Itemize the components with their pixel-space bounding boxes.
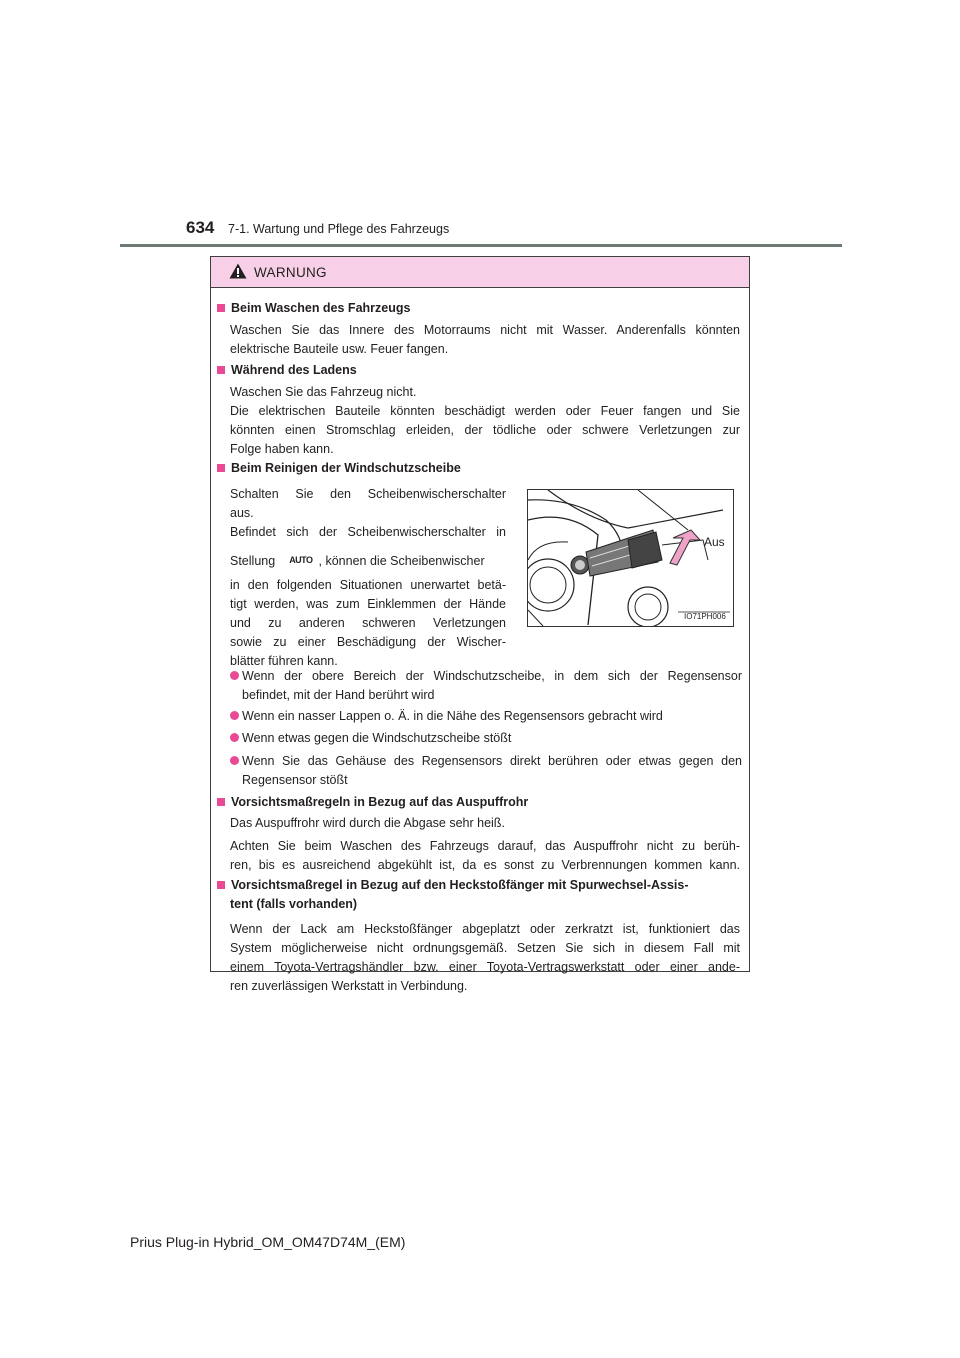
bullet-item: Wenn etwas gegen die Windschutzscheibe stößt xyxy=(230,729,742,748)
section-heading: Beim Reinigen der Windschutzscheibe xyxy=(217,461,461,475)
bullet-dot-icon xyxy=(230,733,239,742)
section-body: Wenn der Lack am Heckstoßfänger abgeplatzt oder zerkratzt ist, funktioniert das System möglicherweise nicht ordnungsgemäß. Setzen Sie sich in diesem Fall mit einem Toyota-Vertragshändler bzw. einer Toyota-Vertragswerkstatt oder einer ande- ren zuverlässigen Werkstatt in Verbindung. xyxy=(230,922,740,993)
wiper-switch-illustration xyxy=(527,489,734,627)
warning-title: WARNUNG xyxy=(254,265,327,280)
warning-header xyxy=(211,257,749,288)
section-heading-continued: tent (falls vorhanden) xyxy=(230,897,358,911)
square-bullet-icon xyxy=(217,798,225,806)
section-body: Schalten Sie den Scheibenwischerschalter aus. Befindet sich der Scheibenwischerschalter in Stellung AUTO , können die Scheibenwischer in den folgenden Situationen unerwartet betä- tigt werden, was zum Einklemmen der Hände und zu anderen schweren Verletzungen sowie zu einer Beschädigung der Wischer- blätter führen kann. xyxy=(230,487,506,668)
section-body: Waschen Sie das Fahrzeug nicht. Die elektrischen Bauteile könnten beschädigt werden oder Feuer fangen und Sie könnten einen Stromschlag erleiden, der tödliche oder schwere Verletzungen zur Folge haben kann. xyxy=(230,385,740,456)
bullet-dot-icon xyxy=(230,671,239,680)
square-bullet-icon xyxy=(217,304,225,312)
section-heading: Vorsichtsmaßregel in Bezug auf den Heckstoßfänger mit Spurwechsel-Assis- xyxy=(217,878,745,892)
warning-triangle-icon xyxy=(229,263,247,279)
section-heading: Beim Waschen des Fahrzeugs xyxy=(217,301,410,315)
square-bullet-icon xyxy=(217,464,225,472)
footer-document-id: Prius Plug-in Hybrid_OM_OM47D74M_(EM) xyxy=(130,1234,406,1250)
auto-wiper-symbol: AUTO xyxy=(289,555,313,565)
bullet-item: Wenn ein nasser Lappen o. Ä. in die Nähe des Regensensors gebracht wird xyxy=(230,707,742,726)
illustration-label-aus: Aus xyxy=(704,535,725,549)
square-bullet-icon xyxy=(217,366,225,374)
square-bullet-icon xyxy=(217,881,225,889)
warning-box xyxy=(210,256,750,993)
bullet-dot-icon xyxy=(230,756,239,765)
section-body: Waschen Sie das Innere des Motorraums nicht mit Wasser. Anderenfalls könnten elektrische Bauteile usw. Feuer fangen. xyxy=(230,323,740,356)
section-heading: Während des Ladens xyxy=(217,363,357,377)
section-title: 7-1. Wartung und Pflege des Fahrzeugs xyxy=(228,222,450,236)
page-number: 634 xyxy=(186,218,215,237)
bullet-item: Wenn Sie das Gehäuse des Regensensors direkt berühren oder etwas gegen den Regensensor stößt xyxy=(230,752,742,790)
section-heading: Vorsichtsmaßregeln in Bezug auf das Auspuffrohr xyxy=(217,795,528,809)
bullet-item: Wenn der obere Bereich der Windschutzscheibe, in dem sich der Regensensor befindet, mit der Hand berührt wird xyxy=(230,667,742,705)
illustration-code: IO71PH006 xyxy=(684,612,726,621)
header-rule xyxy=(120,244,842,247)
bullet-dot-icon xyxy=(230,711,239,720)
section-body: Das Auspuffrohr wird durch die Abgase sehr heiß. Achten Sie beim Waschen des Fahrzeugs darauf, das Auspuffrohr nicht zu berüh- ren, bis es ausreichend abgekühlt ist, da es sonst zu Verbrennungen kommen kann. xyxy=(230,816,740,872)
